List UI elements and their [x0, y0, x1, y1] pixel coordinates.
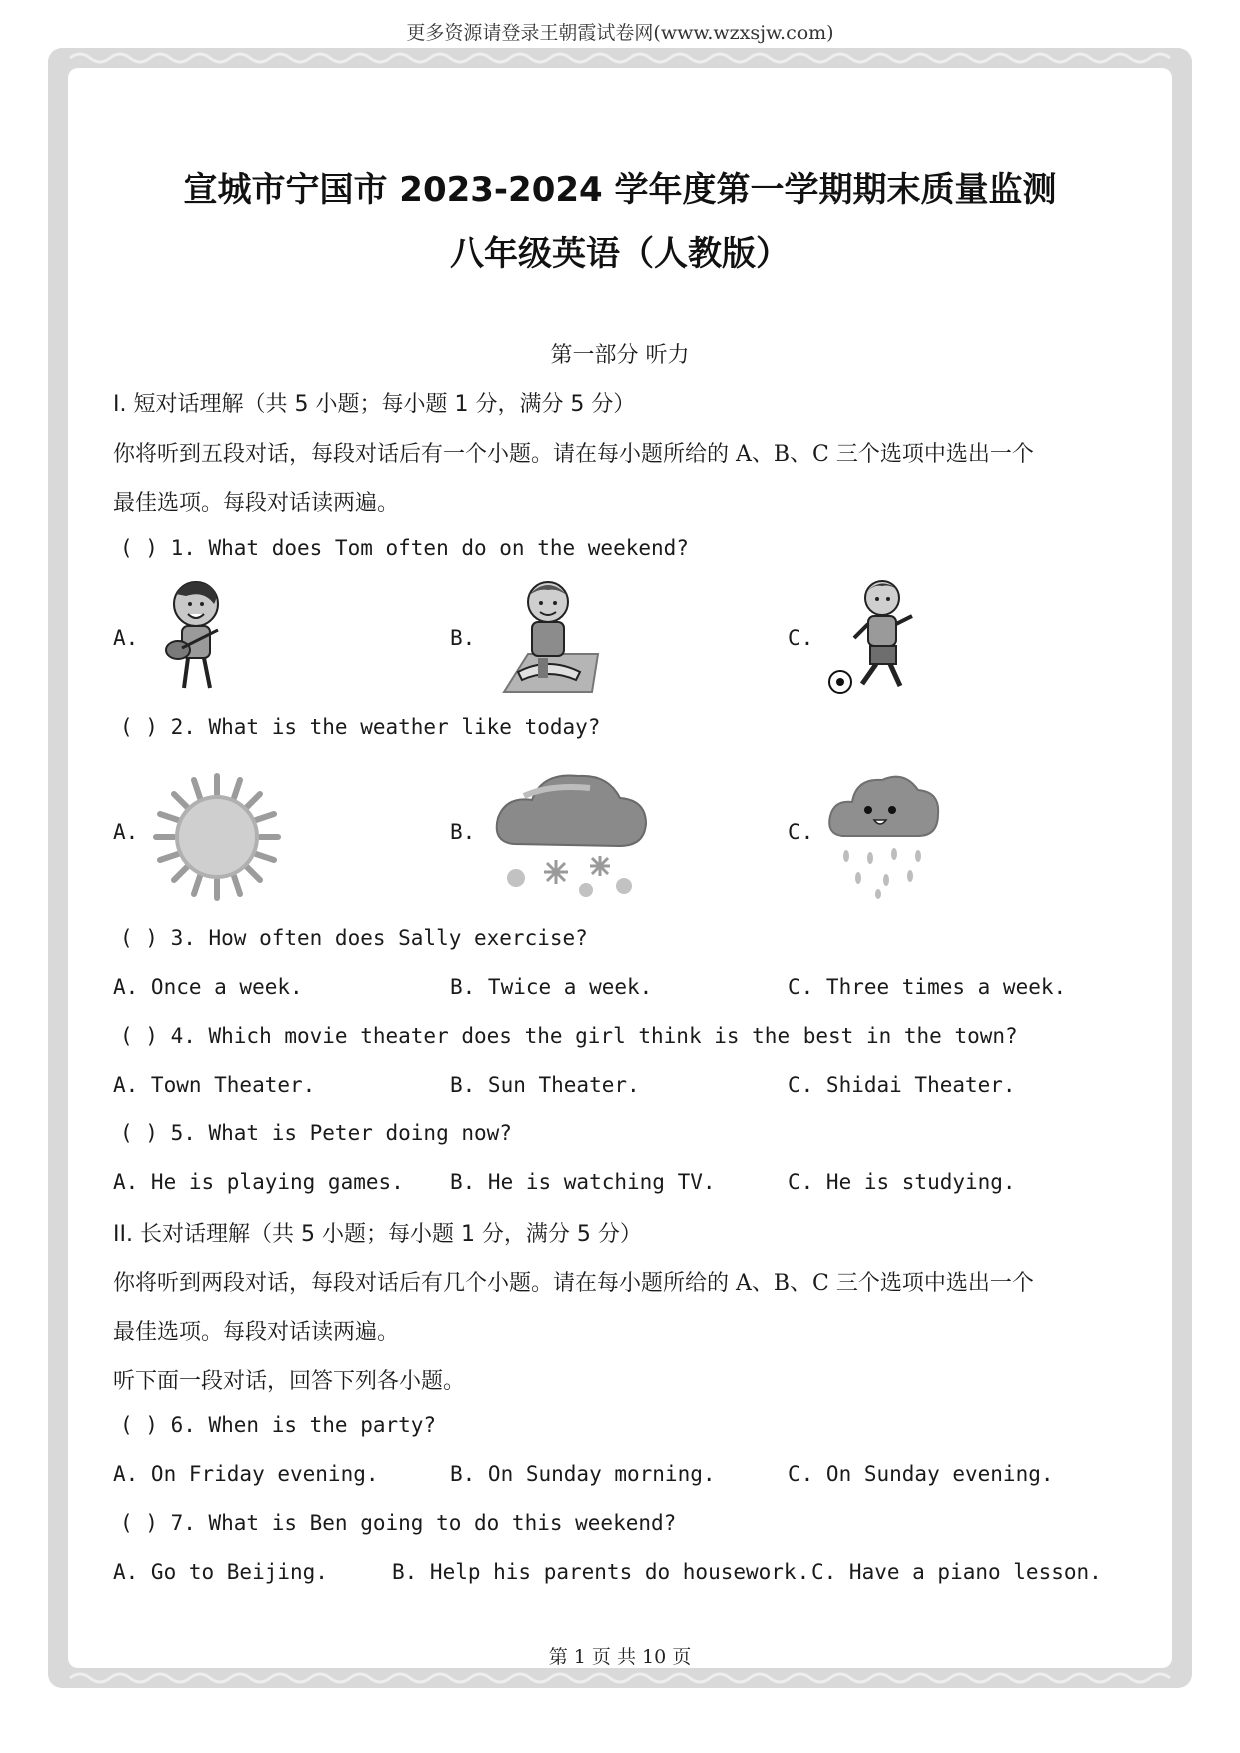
source-banner: 更多资源请登录王朝霞试卷网(www.wzxsjw.com)	[406, 22, 834, 44]
section1-instruction: 你将听到五段对话，每段对话后有一个小题。请在每小题所给的 A、B、C 三个选项中选出一个	[113, 442, 1034, 467]
q1-option-c-label: C.	[788, 626, 814, 650]
q4-option-b: B. Sun Theater.	[450, 1073, 640, 1097]
q5-option-c: C. He is studying.	[788, 1170, 1016, 1194]
exam-subtitle: 八年级英语（人教版）	[450, 234, 790, 274]
q2-option-a-label: A.	[113, 820, 139, 844]
q7-option-c: C. Have a piano lesson.	[811, 1560, 1102, 1584]
boy-playing-soccer-icon	[826, 576, 926, 698]
q6-option-b: B. On Sunday morning.	[450, 1462, 716, 1486]
snow-cloud-icon	[490, 766, 650, 900]
sun-icon	[152, 772, 282, 902]
q3-option-b: B. Twice a week.	[450, 975, 653, 999]
q6-option-c: C. On Sunday evening.	[788, 1462, 1054, 1486]
q1-option-a-label: A.	[113, 626, 139, 650]
q5-option-b: B. He is watching TV.	[450, 1170, 716, 1194]
section2-heading: II. 长对话理解（共 5 小题；每小题 1 分，满分 5 分）	[113, 1222, 642, 1247]
q7-option-b: B. Help his parents do housework.	[392, 1560, 810, 1584]
boy-sitting-on-mat-icon	[488, 576, 608, 698]
question-1: ( ) 1. What does Tom often do on the weekend?	[120, 536, 689, 560]
question-4: ( ) 4. Which movie theater does the girl think is the best in the town?	[120, 1024, 1018, 1048]
q6-option-a: A. On Friday evening.	[113, 1462, 379, 1486]
section2-instruction-cont: 最佳选项。每段对话读两遍。	[113, 1320, 400, 1345]
boy-playing-guitar-icon	[148, 576, 238, 694]
exam-title: 宣城市宁国市 2023-2024 学年度第一学期期末质量监测	[183, 170, 1057, 210]
q2-option-c-label: C.	[788, 820, 814, 844]
q3-option-a: A. Once a week.	[113, 975, 303, 999]
q3-option-c: C. Three times a week.	[788, 975, 1067, 999]
q4-option-c: C. Shidai Theater.	[788, 1073, 1016, 1097]
dialogue-lead: 听下面一段对话，回答下列各小题。	[113, 1369, 466, 1394]
q5-option-a: A. He is playing games.	[113, 1170, 404, 1194]
section2-instruction: 你将听到两段对话，每段对话后有几个小题。请在每小题所给的 A、B、C 三个选项中选出一个	[113, 1271, 1034, 1296]
part-heading: 第一部分 听力	[550, 343, 690, 368]
q7-option-a: A. Go to Beijing.	[113, 1560, 328, 1584]
q2-option-b-label: B.	[450, 820, 476, 844]
page-number: 第 1 页 共 10 页	[548, 1646, 692, 1668]
q1-option-b-label: B.	[450, 626, 476, 650]
q4-option-a: A. Town Theater.	[113, 1073, 316, 1097]
question-7: ( ) 7. What is Ben going to do this weekend?	[120, 1511, 677, 1535]
question-2: ( ) 2. What is the weather like today?	[120, 715, 601, 739]
question-3: ( ) 3. How often does Sally exercise?	[120, 926, 588, 950]
section1-heading: I. 短对话理解（共 5 小题；每小题 1 分，满分 5 分）	[113, 392, 636, 417]
question-6: ( ) 6. When is the party?	[120, 1413, 437, 1437]
section1-instruction-cont: 最佳选项。每段对话读两遍。	[113, 491, 400, 516]
rain-cloud-icon	[826, 766, 942, 900]
question-5: ( ) 5. What is Peter doing now?	[120, 1121, 512, 1145]
